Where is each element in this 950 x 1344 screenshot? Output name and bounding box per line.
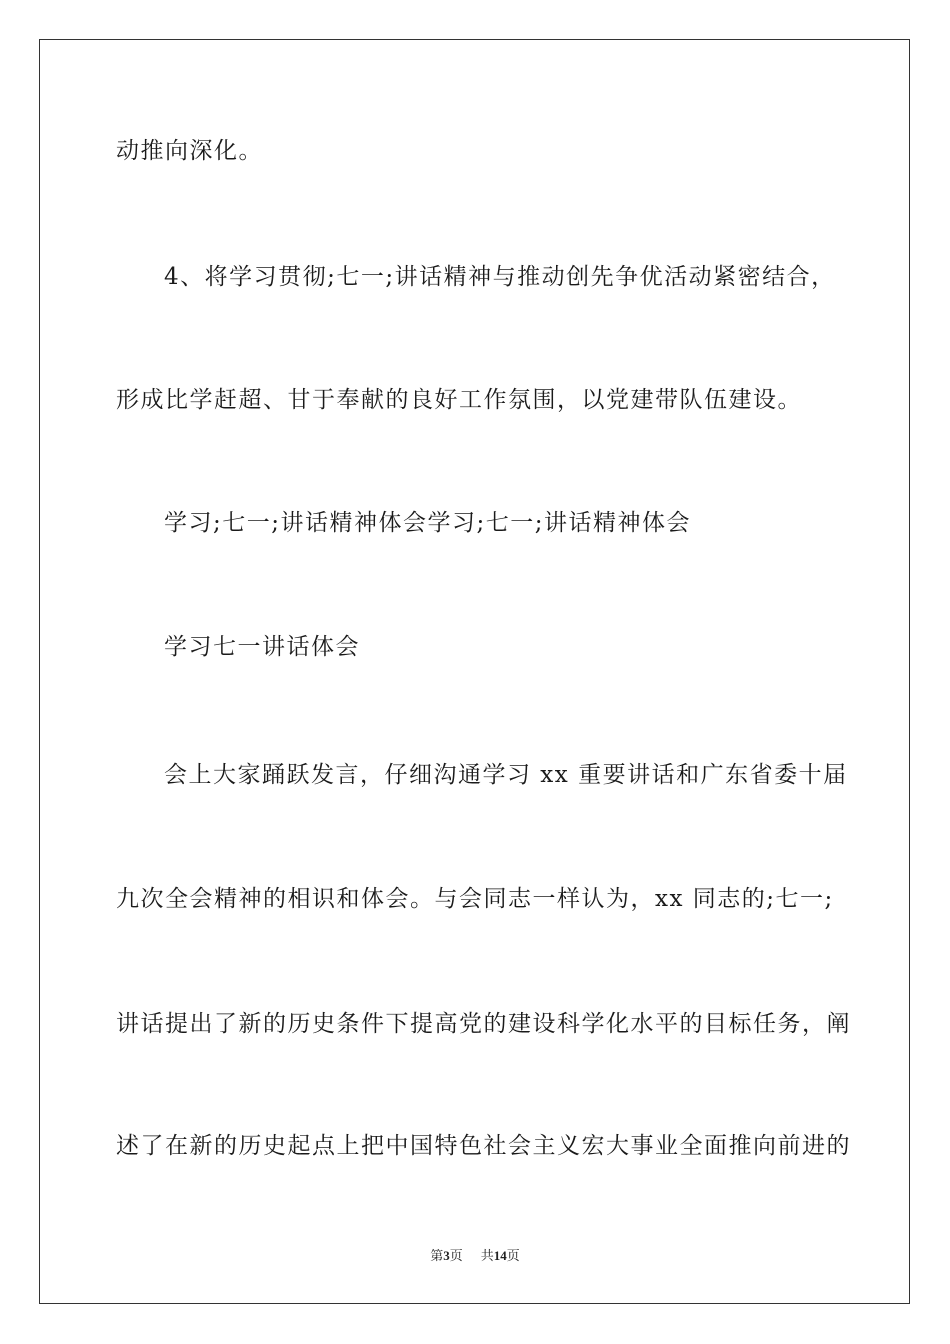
footer-total-pages: 14: [493, 1248, 507, 1263]
footer-total-suffix: 页: [506, 1248, 520, 1263]
text-line-7: 九次全会精神的相识和体会。与会同志一样认为，xx 同志的;七一;: [116, 886, 834, 912]
footer-page-number: 3: [443, 1248, 450, 1263]
text-line-5: 学习七一讲话体会: [164, 634, 360, 660]
text-line-3: 形成比学赶超、甘于奉献的良好工作氛围，以党建带队伍建设。: [116, 387, 802, 413]
text-line-2: 4、将学习贯彻;七一;讲话精神与推动创先争优活动紧密结合，: [164, 264, 836, 290]
footer-page-prefix: 第: [430, 1248, 444, 1263]
footer-total-prefix: 共: [480, 1248, 494, 1263]
text-line-9: 述了在新的历史起点上把中国特色社会主义宏大事业全面推向前进的: [116, 1133, 851, 1159]
text-line-8: 讲话提出了新的历史条件下提高党的建设科学化水平的目标任务，阐: [116, 1011, 851, 1037]
text-line-1: 动推向深化。: [116, 138, 263, 164]
page-footer: [0, 1248, 950, 1264]
text-line-6: 会上大家踊跃发言，仔细沟通学习 xx 重要讲话和广东省委十届: [164, 762, 848, 788]
footer-page-suffix: 页: [449, 1248, 463, 1263]
page-border: [39, 39, 910, 1304]
text-line-4: 学习;七一;讲话精神体会学习;七一;讲话精神体会: [164, 510, 691, 536]
